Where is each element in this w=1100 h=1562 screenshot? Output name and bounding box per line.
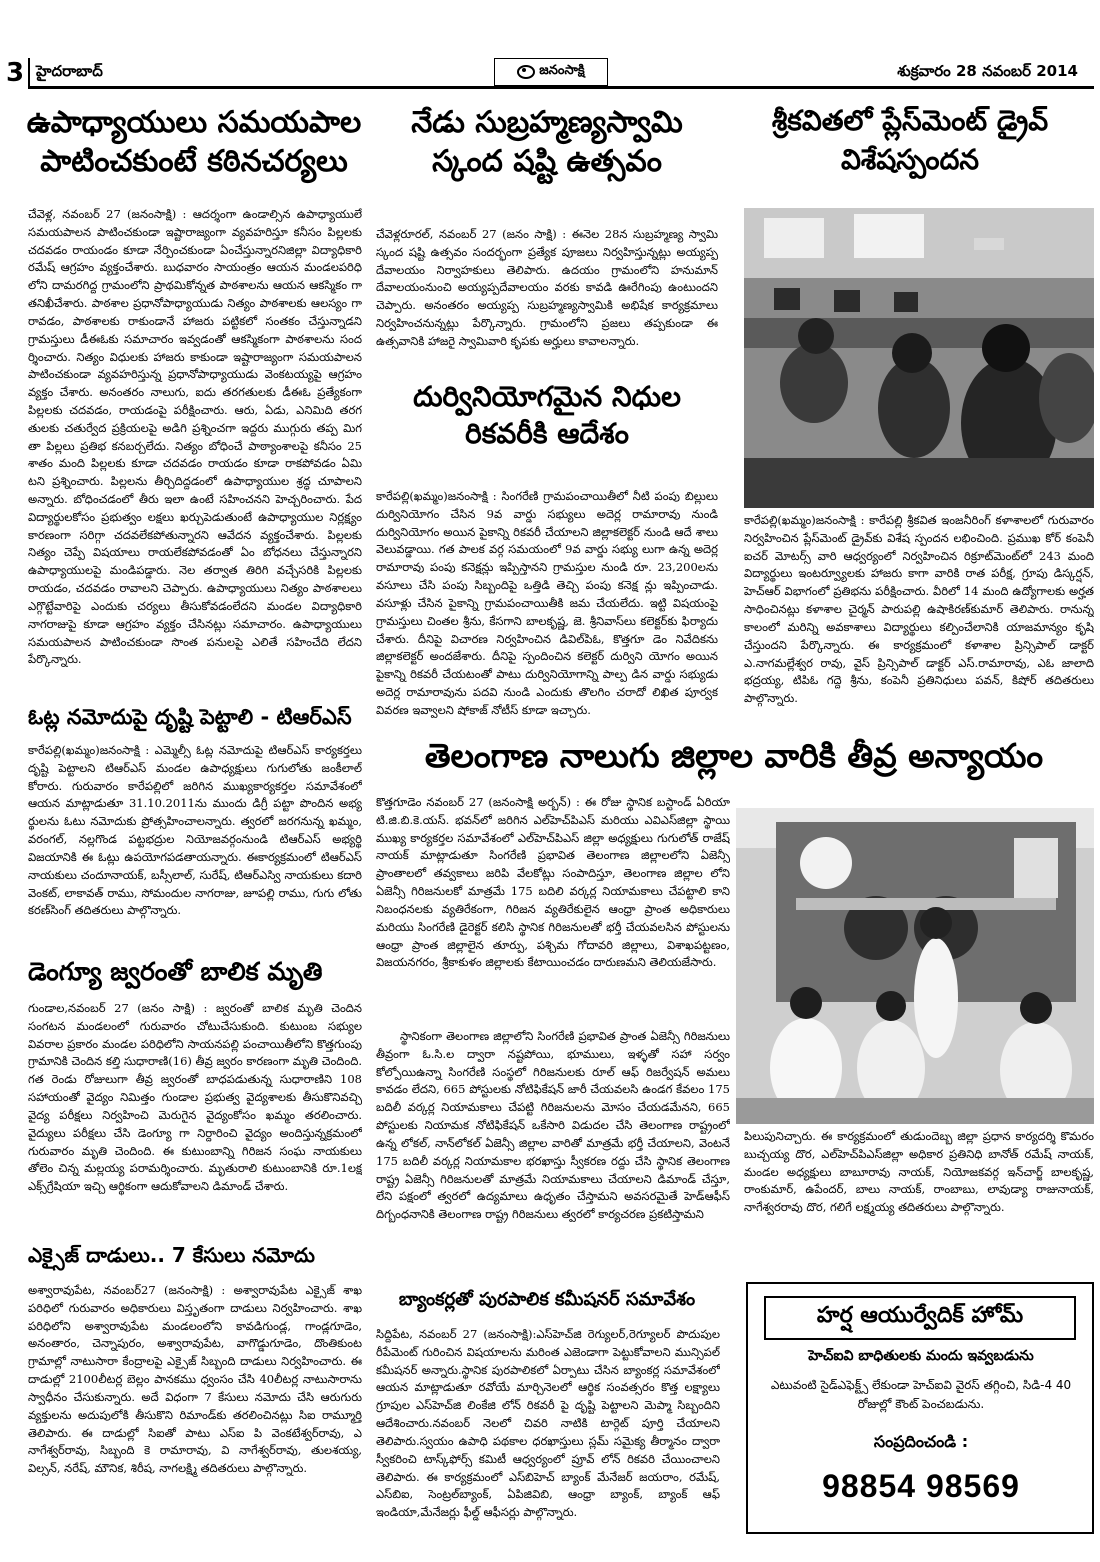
- placement-headline-line-1: శ్రీకవితలో ప్లేస్‌మెంట్ డ్రైవ్: [771, 104, 1049, 137]
- placement-drive-photo: [744, 208, 1094, 508]
- page-number: 3: [6, 58, 25, 88]
- telangana-article-body-2: స్థానికంగా తెలంగాణ జిల్లాలోని సింగరేణి ప్రభావిత ప్రాంత ఏజెన్సీ గిరిజనులు తీవ్రంగా ఓ.సి.ల ద్వారా నష్టపోయి, భూములు, ఇళ్ళతో సహా సర్వం కోల్పోయిఉన్నా సింగరేణి సంస్థలో గిరిజనులకు రూల్ ఆఫ్ రిజర్వేషన్ అమలు కావడం లేదని, 665 పోస్టులకు నోటిఫికేషన్ జారీ చేయవలసి ఉండగ కేవలం 175 బదిలీ వర్కర్ల నియామకాలు చేపట్టి గిరిజనులను మోసం చేయడమేనని, 665 పోస్టులకు నియామక నోటిఫికేషన్ ఒకేసారి విడుదల చేసి తెలంగాణ రాష్ట్రంలో ఉన్న లోకల్, నాన్‌లోకల్ ఏజెన్సీ జిల్లాల వారితో మాత్రమే భర్తీ చేయాలని, వెంటనే 175 బదిలీ వర్కర్ల నియామకాల భరఖాస్తు స్వీకరణ రద్దు చేసి స్థానిక తెలంగాణ రాష్ట్ర ఏజెన్సీ గిరిజనులతో మాత్రమే నియామకాలు చేయాలని డిమాండ్ చేస్తూ, లేని పక్షంలో త్వరలో ఉద్యమాలు ఉధృతం చేస్తామని అవసరమైతే హెడ్‌ఆఫీస్ దిగ్బంధనానికి తెలంగాణ రాష్ట్ర గిరిజనులు త్వరలో కార్యచరణ ప్రకటిస్తామని: [376, 1029, 730, 1222]
- meeting-illustration: [736, 808, 1094, 1124]
- newspaper-logo: [494, 58, 608, 86]
- placement-article-body: కారేపల్లి(ఖమ్మం)జనంసాక్షి : కారేపల్లి శ్రీకవిత ఇంజనీరింగ్ కళాశాలలో గురువారం నిర్వహించిన ప్లేస్‌మెంట్ డ్రైవ్‌కు విశేష స్పందన లభించింది. ప్రముఖ కోర్ కంపెనీ ఐచర్ మోటర్స్ వారి ఆధ్వర్యంలో నిర్వహించిన రిక్రూట్‌మెంట్‌లో 243 మంది విద్యార్థులు ఇంటర్వ్యూలకు హాజరు కాగా వారికి రాత పరీక్ష, గ్రూపు డిస్కర్షన్, హెచ్‌ఆర్ విభాగంలో ప్రతిభను పరీక్షించారు. వీరిలో 14 మంది ఉద్యోగాలకు అర్హత సాధించినట్లు కళాశాల చైర్మన్ పారుపల్లి ఉషాకిరణ్‌కుమార్ తెలిపారు. రానున్న కాలంలో మరిన్ని అవకాశాలు విద్యార్థులు కల్పించేలానికి యాజమాన్యం కృషి చేస్తుందని పేర్కొన్నారు. ఈ కార్యక్రమంలో కళాశాల ప్రిన్సిపాల్ డాక్టర్ ఎ.నాగమల్లేశ్వర రావు, వైస్ ప్రిన్సిపాల్ డాక్టర్ ఎస్.రామారావు, ఎఓ జాలాది భద్రయ్య, టిపిఓ గద్దె శ్రీను, కంపెనీ ప్రతినిధులు పవన్, కిషోర్ తదితరులు పాల్గొన్నారు.: [744, 513, 1094, 706]
- teachers-headline-line-1: ఉపాధ్యాయులు సమయపాల: [26, 105, 362, 140]
- funds-headline-line-1: దుర్వినియోగమైన నిధుల: [413, 380, 681, 413]
- teachers-article-body: చేవెళ్ల, నవంబర్ 27 (జనంసాక్షి) : ఆదర్శంగా ఉండాల్సిన ఉపాధ్యాయులే సమయపాలన పాటించకుండా ఇష్టారాజ్యంగా వ్యవహరిస్తూ కనీసం పిల్లలకు చదవడం రాయండం కూడా నేర్పించకుండా ఏంచేస్తున్నారనిజిల్లా విద్యాధికారి రమేష్ ఆగ్రహం వ్యక్తంచేశారు. బుధవారం సాయంత్రం ఆయన మండలపరిధి లోని దామరగిద్ద గ్రామంలోని ప్రాథమికోన్నత పాఠశాలను ఆయన ఆకస్మికం గా తనిఖీచేశారు. పాఠశాల ప్రధానోపాధ్యాయుడు నిత్యం పాఠశాలకు ఆలస్యం గా రావడం, పాఠశాలకు రాకుండానే హాజరు పట్టికలో సంతకం చేస్తున్నాడని గ్రామస్తులు డీఈఓకు సమాచారం ఇవ్వడంతో ఆకస్మికంగా పాఠశాలను సంద ర్శించారు. నిత్యం విధులకు హాజరు కాకుండా ఇష్టారాజ్యంగా సమయపాలన పాటించకుండా వ్యవహరిస్తున్న ప్రధానోపాధ్యాయుడు వెంకటయ్యపై ఆగ్రహం వ్యక్తం చేశారు. అనంతరం నాలుగు, ఐదు తరగతులకు డీఈఓ ప్రత్యేకంగా పిల్లలకు చదవడం, రాయడంపై పరీక్షించారు. ఆరు, ఏడు, ఎనిమిది తరగ తులకు చతుర్వేద ప్రక్రియలపై అడిగి ప్రశ్నించగా ఇద్దరు ముగ్గురు తప్ప మిగ తా పిల్లలు ప్రతిభ కనబర్చలేదు. నిత్యం బోధించే పాఠ్యాంశాలపై కనీసం 25 శాతం మంది పిల్లలకు కూడా చదవడం రాయడం కూడా రాకపోవడం ఏమి టని ప్రశ్నించారు. పిల్లలను తీర్చిదిద్దడంలో ఉపాధ్యాయుల శ్రద్ధ చూపాలని అన్నారు. బోధించడంలో తీరు ఇలా ఉంటే సహించనని హెచ్చరించారు. పేద విద్యార్థులకోసం ప్రభుత్వం లక్షలు ఖర్చుపెడుతుంటే ఉపాధ్యాయుల నిర్లక్ష్యం కారణంగా సరిగ్గా చదవలేకపోతున్నారని ఆవేదన వ్యక్తంచేశారు. పిల్లలకు నిత్యం చెప్పే విషయాలు రాయలేకపోవడంతో ఏం బోధనలు చేస్తున్నారని ఉపాధ్యాయులపై మండిపడ్డారు. నెల తర్వాత తిరిగి వచ్చేసరికి పిల్లలకు రాయడం, చదవడం రావాలని చెప్పారు. ఉపాధ్యాయులు నిత్యం పాఠశాలలు ఎగ్గొట్టేవారిపై ఎందుకు చర్యలు తీసుకోవడంలేదని మండల విద్యాధికారి నాగరాజుపై కూడా ఆగ్రహం వ్యక్తం చేసినట్లు సమాచారం. ఉపాధ్యాయులు సమయపాలన పాటించకుండా సొంత పనులపై ఎలితే సహించేది లేదని పేర్కొన్నారు.: [28, 207, 362, 667]
- placement-headline: [734, 106, 1086, 176]
- teachers-headline-line-2: పాటించకుంటే కఠినచర్యలు: [40, 144, 348, 179]
- telangana-headline: తెలంగాణ నాలుగు జిల్లాల వారికి తీవ్ర అన్యాయం: [424, 736, 1044, 775]
- ad-phone-number: 98854 98569: [822, 1468, 1020, 1504]
- subrahmanya-article-body: చేవెళ్లరూరల్, నవంబర్ 27 (జనం సాక్షి) : ఈనెల 28న సుబ్రహ్మణ్య స్వామి స్కంద షష్టి ఉత్సవం సందర్భంగా ప్రత్యేక పూజలు నిర్వహిస్తున్నట్లు అయ్యప్ప దేవాలయం నిర్వాహకులు తెలిపారు. ఉదయం గ్రామంలోని హనుమాన్ దేవాలయంనుంచి అయ్యప్పదేవాలయం వరకు కావడి ఊరేగింపు ఉంటుందని చెప్పారు. అనంతరం అయ్యప్ప సుబ్రహ్మణ్యస్వామికి అభిషేక కార్యక్రమాలు నిర్వహించనున్నట్లు పేర్కొన్నారు. గ్రామంలోని ప్రజలు తప్పకుండా ఈ ఉత్సవానికి హాజరై స్వామివారి కృపకు అర్హులు కావాలన్నారు.: [376, 227, 718, 348]
- ad-title: హర్ష ఆయుర్వేదిక్ హోమ్: [816, 1303, 1024, 1328]
- ad-title-box: [764, 1296, 1076, 1340]
- dengue-headline: డెంగ్యూ జ్వరంతో బాలిక మృతి: [28, 957, 323, 986]
- excise-headline: ఎక్సైజ్ దాడులు.. 7 కేసులు నమోదు: [28, 1243, 315, 1267]
- eye-logo-icon: [517, 65, 535, 79]
- trs-headline: ఓట్ల నమోదుపై దృష్టి పెట్టాలి - టిఆర్ఎస్: [28, 705, 352, 729]
- subrahmanya-headline-line-2: స్కంద షష్టి ఉత్సవం: [432, 144, 662, 179]
- telangana-meeting-photo: [736, 808, 1094, 1124]
- excise-article-body: అశ్వారావుపేట, నవంబర్27 (జనంసాక్షి) : అశ్వారావుపేట ఎక్సైజ్ శాఖ పరిధిలో గురువారం అధికారులు విస్తృతంగా దాడులు నిర్వహించారు. శాఖ పరిధిలోని అశ్వారావుపేట మండలంలోని కావడిగుండ్ల, గాండ్లగూడెం, అనంతారం, చెన్నాపురం, అశ్వారావుపేట, వాగొడ్డుగూడెం, దొంతికుంట గ్రామాల్లో నాటుసారా కేంద్రాలపై ఎక్సైజ్ సిబ్బంది దాడులు నిర్వహించారు. ఈ దాడుల్లో 2100లీటర్ల బెల్లం పానకము ధ్వంసం చేసి 40లీటర్ల నాటుసారాను స్వాధీనం చేసుకున్నారు. అదే విధంగా 7 కేసులు నమోదు చేసి ఆరుగురు వ్యక్తులను అదుపులోకి తీసుకొని రిమాండ్‌కు తరలించినట్లు సిఐ రామ్మూర్తి తెలిపారు. ఈ దాడుల్లో సిఐతో పాటు ఎస్ఐ పి వెంకటేశ్వర్‌రావు, ఎ నాగేశ్వర్‌రావు, సిబ్బంది కె రామారావు, వి నాగేశ్వర్‌రావు, తులశయ్య, విల్సన్, నరేష్, మౌనిక, శిరీష, నాగలక్ష్మి తదితరులు పాల్గొన్నారు.: [28, 1283, 362, 1476]
- bankers-article-body: సిద్దిపేట, నవంబర్ 27 (జనంసాక్షి):ఎస్‌హెచ్‌జి రెగ్యులర్,రెగ్యూలర్ పొదుపుల రీపేమెంట్ గురించిన విషయాలను మరింత ఎజెండాగా పెట్టుకోవాలని మున్సిపల్ కమీషనర్ అన్నారు.స్థానిక పురపాలికలో ఏర్పాటు చేసిన బ్యాంకర్ల సమావేశంలో ఆయన మాట్లాడుతూ రవోయే మార్చినెలలో ఆర్థిక సంవత్సరం కొత్త లక్ష్యాలు గ్రూపుల ఎస్‌హెచ్‌జి లింకేజి లోన్ రికవరీ పై దృష్టి పెట్టాలని మెప్మా సిబ్బందిని ఆదేశించారు.నవంబర్ నెలలో చివరి నాటికి టార్గెట్ పూర్తి చేయాలని తెలిపారు.స్వయం ఉపాధి పథకాల ధరఖాస్తులు స్లమ్ సమైక్య తీర్మానం ద్వారా స్వీకరించి టాస్క్‌ఫోర్స్ కమిటీ ఆధ్వర్యంలో ప్రూవ్ లోన్ రికవరి చేయించాలని తెలిపారు. ఈ కార్యక్రమంలో ఎస్‌బిహెచ్ బ్యాంక్ మేనేజర్ జయరాం, రమేష్, ఎస్‌బిఐ, సెంట్రల్‌బ్యాంక్, ఏపిజివిబి, ఆంధ్రా బ్యాంక్, బ్యాంక్ ఆఫ్ ఇండియా,మేనేజర్లు ఫీల్డ్ ఆఫీసర్లు పాల్గొన్నారు.: [376, 1327, 720, 1520]
- logo-text: జనంసాక్షి: [539, 63, 585, 78]
- ayurvedic-ad: [746, 1282, 1094, 1534]
- trs-article-body: కారేపల్లి(ఖమ్మం)జనంసాక్షి : ఎమ్మెల్సీ ఓట్ల నమోదుపై టిఆర్ఎస్ కార్యకర్తలు దృష్టి పెట్టాలని టిఆర్ఎస్ మండల ఉపాధ్యక్షులు గుగులోతు జంకీలాల్ కోరారు. గురువారం కారేపల్లిలో జరిగిన ముఖ్యకార్యకర్తల సమావేశంలో ఆయన మాట్లాడుతూ 31.10.2011ను ముందు డిగ్రీ పట్టా పొందిన అభ్య ర్థులను ఓటు నమోదుకు ప్రోత్సహించాలన్నారు. త్వరలో జరగనున్న ఖమ్మం, వరంగల్, నల్లగొండ పట్టభద్రుల నియోజవర్గంనుండి టిఆర్ఎస్ అభ్యర్థి విజయానికి ఈ ఓట్లు ఉపయోగపడతాయన్నారు. ఈకార్యక్రమంలో టిఆర్ఎస్ నాయకులు చందూనాయక్, బస్సీలాల్, సురేష్, టిఆర్ఎస్వి నాయకులు కదారి వెంకట్, లాకావత్ రాము, సోమందుల నాగరాజు, జూపల్లి రాము, గుగు లోతు కరణ్‌సింగ్ తదితరులు పాల్గొన్నారు.: [28, 743, 362, 918]
- subrahmanya-headline-line-1: నేడు సుబ్రహ్మణ్యస్వామి: [411, 105, 683, 140]
- funds-article-body: కారేపల్లి(ఖమ్మం)జనంసాక్షి : సింగరేణి గ్రామపంచాయితీలో నీటి పంపు బిల్లులు దుర్వినియోగం చేసిన 9వ వార్డు సభ్యులు అదెర్ల రామారావు నుండి దుర్వినియోగం అయిన పైకాన్ని రికవరీ చేయాలని జిల్లాకలెక్టర్ నుండి ఆదే శాలు వెలువడ్డాయి. గత పాలక వర్గ సమయంలో 9వ వార్డు సభ్యు లుగా ఉన్న అదెర్ల రామారావు పంపు కనెక్షన్లు ఇప్పిస్తానని గ్రామస్తుల నుండి రూ. 23,200లను వసూలు చేసి పంపు సిబ్బందిపై ఒత్తిడి తెచ్చి పంపు కనెక్ష న్లు ఇప్పించాడు. వసూళ్లు చేసిన పైకాన్ని గ్రామపంచాయితీకి జమ చేయలేదు. ఇట్టి విషయంపై గ్రామస్తులు చింతల శ్రీను, కేసగాని బాలకృష్ణ, జె. శ్రీనివాస్‌లు కలెక్టర్‌కు ఫిర్యాదు చేశారు. దీనిపై విచారణ నిర్వహించిన డివిల్‌పిఓ, కొత్తగూ డెం నివేదికను జిల్లాకలెక్టర్ అందజేశారు. దీనిపై స్పందించిన కలెక్టర్ దుర్విని యోగం అయిన పైకాన్ని రికవరీ చేయటంతో పాటు దుర్వినియోగాన్ని పాల్ప డిన వార్డు సభ్యుడు అదెర్ల రామారావును పదవి నుండి ఎందుకు తొలగిం చరాదో లిఖిత పూర్వక వివరణ ఇవ్వాలని షోకాజ్ నోటీస్ కూడా ఇచ్చారు.: [376, 489, 718, 717]
- subrahmanya-headline: [374, 106, 720, 178]
- ad-tagline: హెచ్‌ఐవి బాధితులకు మందు ఇవ్వబడును: [808, 1348, 1034, 1364]
- dengue-article-body: గుండాల,నవంబర్ 27 (జనం సాక్షి) : జ్వరంతో బాలిక మృతి చెందిన సంగటన మండలంలో గురువారం చోటుచేసుకుంది. కుటుంబ సభ్యుల వివరాల ప్రకారం మండల పరిధిలోని సాయనపల్లి పంచాయితీలోని కొత్తగుంపు గ్రామానికి చెందిన కల్తి సుధారాణి(16) తీవ్ర జ్వరం కారణంగా మృతి చెందింది. గత రెండు రోజులుగా తీవ్ర జ్వరంతో బాధపడుతున్న సుధారాణిని 108 సహాయంతో వైద్యం నిమిత్తం గుండాల ప్రభుత్వ వైద్యశాలకు తీసుకొనివచ్చి వైద్య పరీక్షలు నిర్వహించి మెరుగైన వైద్యంకోసం ఖమ్మం తరలించారు. వైద్యులు పరీక్షలు చేసి డెంగ్యూ గా నిర్దారించి వైద్యం అందిస్తున్నక్రమంలో గురువారం మృతి చెందింది. ఈ కుటుంబాన్ని గిరిజన సంఘ నాయకులు తోలెం చిన్న మల్లయ్య పరామర్శించారు. మృతురాలి కుటుంబానికి రూ.1లక్ష ఎక్స్‌గ్రేషియా ఇచ్చి ఆర్థికంగా ఆదుకోవాలని డిమాండ్ చేశారు.: [28, 1001, 362, 1194]
- masthead-rule: [28, 86, 1094, 89]
- funds-headline-line-2: రికవరీకి ఆదేశం: [465, 416, 629, 450]
- telangana-article-body-1: కొత్తగూడెం నవంబర్ 27 (జనంసాక్షి అర్బన్) : ఈ రోజు స్థానిక బస్టాండ్ ఏరియా టి.జి.బి.కె.యస్. భవన్‌లో జరిగిన ఎల్‌హెచ్‌పిఎస్ మరియు ఎవిఎస్‌జిల్లా స్థాయి ముఖ్య కార్యకర్తల సమావేశంలో ఎల్‌హెచ్‌పిఎస్ జిల్లా అధ్యక్షులు గుగులోత్ రాజేష్ నాయక్ మాట్లాడుతూ సింగరేణి ప్రభావిత తెలంగాణ జిల్లాలలోని ఏజెన్సీ ప్రాంతాలలో తవ్వకాలు జరిపి వేలకోట్లు సంపాదిస్తూ, తెలంగాణ జిల్లాల లోని ఏజెన్సీ గిరిజనులకో మాత్రమే 175 బదిలి వర్కర్ల నియామకాలు చేపట్టాలి కాని నిబంధనలకు వ్యతిరేకంగా, గిరిజన వ్యతిరేకులైన ఆంధ్రా ప్రాంత అధికారులు మరియు సింగరేణి డైరెక్టర్ కలిసి స్థానిక గిరిజనులతో భర్తీ చేయవలసిన పోస్టులను ఆంధ్రా ప్రాంత జిల్లాలైన తూర్పు, పశ్చిమ గోదావరి జిల్లాలు, విశాఖపట్టణం, విజయనగరం, శ్రీకాకుళం జిల్లాలకు కేటాయించడం దారుణమని తెలియజేసారు.: [376, 795, 730, 970]
- placement-headline-line-2: విశేషస్పందన: [840, 142, 979, 176]
- ad-contact-label: సంప్రదించండి :: [873, 1432, 969, 1451]
- issue-date: శుక్రవారం 28 నవంబర్ 2014: [897, 62, 1078, 80]
- masthead-divider-left: [28, 58, 30, 88]
- bankers-headline: బ్యాంకర్లతో పురపాలిక కమీషనర్ సమావేశం: [398, 1289, 696, 1310]
- telangana-article-body-3: పిలుపునిచ్చారు. ఈ కార్యక్రమంలో తుడుందెబ్బ జిల్లా ప్రధాన కార్యదర్శి కొమరం బుచ్చయ్య దొర, ఎల్‌హెచ్‌పిఎస్‌జిల్లా అధికార ప్రతినిధి బానోత్ రమేష్ నాయక్, మండల అధ్యక్షులు బాబూరావు నాయక్, నియోజకవర్గ ఇన్‌చార్జ్ బాలకృష్ణ, రాంకుమార్, ఉపేందర్, బాలు నాయక్, రాంబాబు, లావుడ్యా రాజునాయక్, నాగేశ్వరరావు దొర, గలిగే లక్ష్మయ్య తదితరులు పాల్గొన్నారు.: [744, 1129, 1094, 1215]
- computer-lab-illustration: [744, 208, 1094, 508]
- city-label: హైదరాబాద్: [36, 62, 103, 80]
- funds-headline: [374, 382, 720, 450]
- ad-description: ఎటువంటి సైడ్‌ఎఫెక్ట్స్ లేకుండా హెచ్‌ఐవి వైరస్ తగ్గించి, సిడి-4 40 రోజుల్లో కౌంట్ పెంచబడును.: [770, 1378, 1072, 1411]
- teachers-headline: [22, 106, 366, 178]
